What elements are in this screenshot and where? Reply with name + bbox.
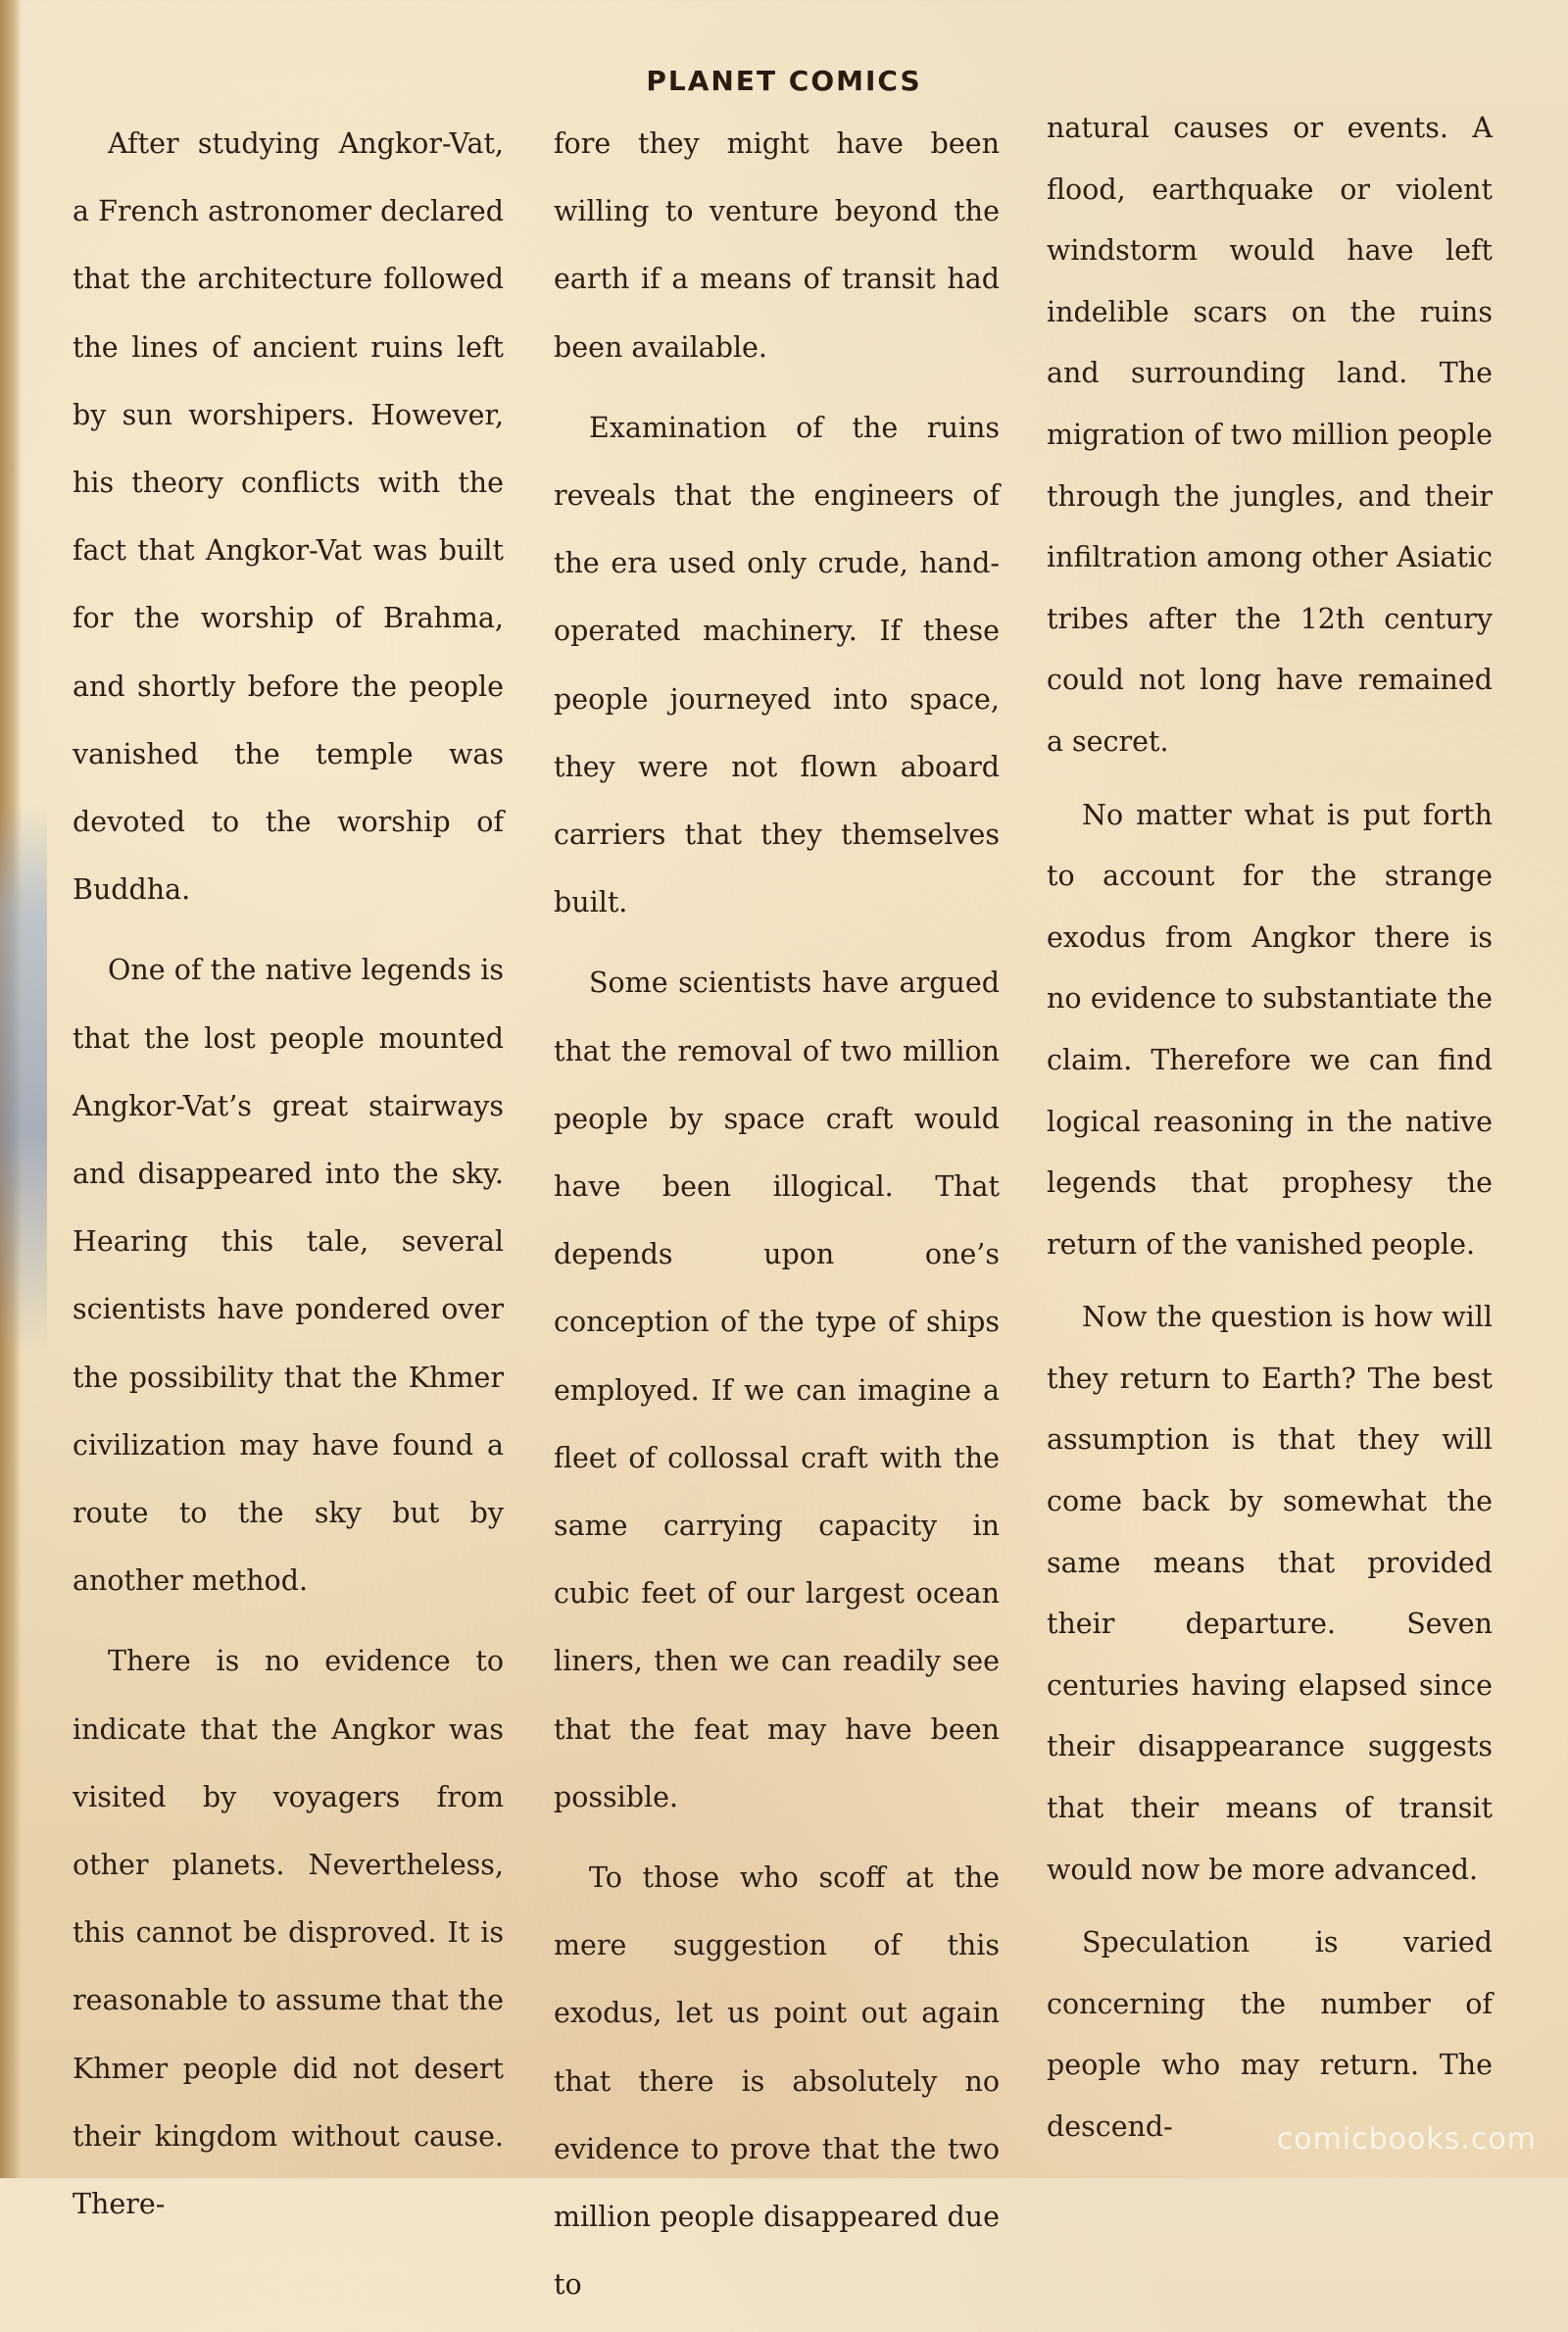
page-edge-stain (0, 804, 47, 1353)
text-column-2 (554, 110, 1000, 2332)
paragraph: Some scientists have argued that the removal of two million people by space craft would have been illogical. That depends upon one’s conception of the type of ships employed. If we can imagine a fleet of collossal craft with the same carrying capacity in cubic feet of our largest ocean liners, then we can readily see that the feat may have been possible. (554, 967, 1000, 1813)
paragraph: natural causes or events. A flood, earthquake or violent windstorm would have left indelible scars on the ruins and surrounding land. The migration of two million people through the jungles, and their infiltration among other Asiatic tribes after the 12th century could not long have remained a secret. (1047, 112, 1493, 758)
paragraph: No matter what is put forth to account for the strange exodus from Angkor there is no evidence to substantiate the claim. Therefore we can find logical reasoning in the native legends that prophesy the return of the vanished people. (1047, 798, 1493, 1261)
paragraph: Now the question is how will they return to Earth? The best assumption is that they will come back by somewhat the same means that provided their departure. Seven centuries having elapsed since their disappearance suggests that their means of transit would now be more advanced. (1047, 1301, 1493, 1886)
paragraph: Examination of the ruins reveals that the engineers of the era used only crude, hand-operated machinery. If these people journeyed into space, they were not flown aboard carriers that they themselves built. (554, 411, 1000, 919)
paragraph: After studying Angkor-Vat, a French astronomer declared that the architecture followed the lines of ancient ruins left by sun worshipers. However, his theory conflicts with the fact that Angkor-Vat was built for the worship of Brahma, and shortly before the people vanished the temple was devoted to the worship of Buddha. (73, 127, 504, 907)
text-column-1 (73, 110, 504, 2251)
paragraph: There is no evidence to indicate that the Angkor was visited by voyagers from other planets. Nevertheless, this cannot be disproved. It is reasonable to assume that the Khmer people did not desert their kingdom without cause. There- (73, 1645, 504, 2221)
paragraph: One of the native legends is that the lost people mounted Angkor-Vat’s great stairways and disappeared into the sky. Hearing this tale, several scientists have pondered over the possibility that the Khmer civilization may have found a route to the sky but by another method. (73, 954, 504, 1598)
watermark-text: comicbooks.com (1276, 2122, 1537, 2157)
paragraph: Speculation is varied concerning the number of people who may return. The descend- (1047, 1926, 1493, 2143)
paragraph: To those who scoff at the mere suggestion of this exodus, let us point out again that there is absolutely no evidence to prove that the two million people disappeared due to (554, 1861, 1000, 2302)
paragraph: fore they might have been willing to venture beyond the earth if a means of transit had been available. (554, 127, 1000, 364)
text-column-3 (1047, 98, 1493, 2170)
page-header: PLANET COMICS (646, 65, 922, 97)
